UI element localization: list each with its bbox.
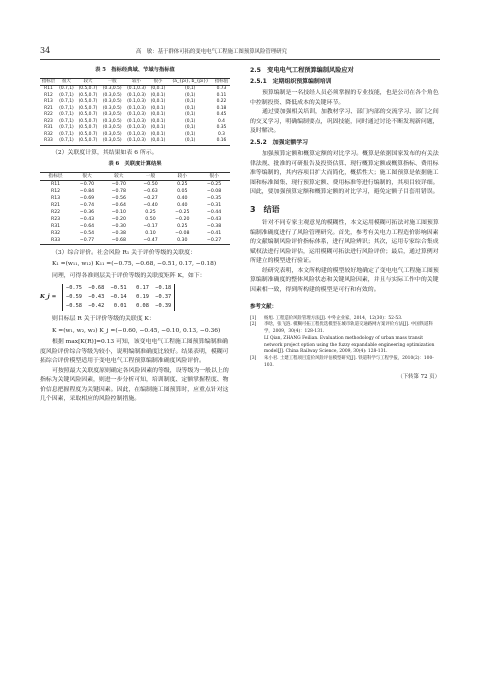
table-cell: −0.69 [79,195,95,201]
table-cell: (0.5,0.7) [78,118,98,124]
table-cell: (0.7,1) [59,105,74,111]
table-cell: (0,1) [184,86,196,91]
equation-k: K =(w₁, w₂, w₃) K_j =(−0.60, −0.45, −0.10, 0.13, −0.36) [52,327,221,334]
reference-number: [1] [250,315,257,321]
para-conclusion-1: 针对不同专家主观意见的模糊性，本文运用模糊可拓法对施工图预算编制准确度进行了风险管理研究。首先，参考有关电力工程造价影响因素的文献编制风险评价指标体系，进行风险辨识；其次，运用专家综合集成赋权法进行风险评估，运用模糊可拓法进行风险评价；最后，通过算例对所建立的模型进行验证。 [250,220,439,264]
table-row [40,237,230,245]
table-cell: 0.40 [177,195,188,201]
table-cell: −0.64 [111,202,126,208]
table-cell: R21 [50,202,61,208]
table-cell: R13 [50,195,61,201]
table-cell: (0.5,0.7) [78,138,98,143]
table-cell: −0.44 [206,209,222,215]
table6-caption: 表 6 关联度计算结果 [108,161,162,167]
table-header-cell: 较大 [114,173,124,179]
table-cell: −0.43 [206,216,222,222]
reference-number: [2] [250,322,257,328]
left-column [40,66,230,405]
reference-number: [3] [250,356,257,362]
table-cell: (0,0.1) [150,125,166,130]
table-cell: (0.3,0.5) [102,86,122,91]
table-cell: (0.5,0.7) [78,105,98,111]
table-cell: (0.3,0.5) [102,131,122,137]
table-cell: −0.25 [206,181,222,187]
running-title: 高 敏：基于群体可拓的变电电气工程施工图预算风险管理研究 [136,49,287,55]
table-cell: R11 [50,181,61,187]
table6 [40,172,230,245]
para-conclusion: 根据 max[K(R)]=0.13 可知，该变电电气工程施工图预算编制准确度风险评价综合等级为较小，说明编制准确度比较好。结果表明，模糊可拓综合评价模型适用于变电电气工程预算编制准确度风险评价。 [40,339,229,364]
table-cell: −0.38 [206,223,222,229]
table-cell: R12 [50,188,61,194]
table-cell: (0,0.1) [150,105,166,111]
table-header-cell: 很大 [62,78,71,84]
table-row [40,209,230,216]
para-relation: （2）关联度计算，其结果如表 6 所示。 [52,149,158,156]
table-header-cell: 指标层 [41,78,56,84]
table-row [40,216,230,223]
subsection-heading-2-5-2: 2.5.2 加强定额学习 [250,139,309,146]
table-cell: (0.3,0.5) [102,92,122,98]
table-cell: 0.73 [216,86,227,91]
table-cell: (0.1,0.3) [127,118,146,124]
table-cell: (0,1) [184,131,196,137]
table-cell: 0.25 [145,209,156,215]
table-cell: (0,1) [184,138,196,143]
table-cell: −0.63 [143,188,158,194]
table-cell: −0.74 [79,202,95,208]
table-header-cell: (a_{pi}, b_{pi}) [172,78,208,84]
table-cell: R12 [44,92,53,98]
table-cell: (0,0.1) [150,131,166,137]
table-cell: −0.84 [79,188,95,194]
section-heading-3: 3 结语 [250,204,280,214]
continued-note: （下转第 72 页） [397,373,440,380]
table-cell: (0.5,0.7) [78,131,98,137]
table-cell: (0.1,0.3) [127,92,146,98]
table5 [40,78,230,146]
table-cell: (0.3,0.5) [102,99,122,104]
matrix-row: −0.75 −0.68 −0.51 0.17 −0.18 [66,285,172,291]
table-cell: −0.54 [79,230,95,236]
table-cell: (0.1,0.3) [127,99,146,104]
reference-item [250,356,440,370]
table-cell: −0.70 [111,181,126,187]
table-cell: (0,1) [184,112,196,117]
table-header-cell: 较小 [177,173,187,179]
table-cell: (0.1,0.3) [127,131,146,137]
table-cell: 0.40 [177,202,188,208]
table-cell: 0.18 [216,105,227,111]
table-cell: 0.10 [145,230,156,236]
table-cell: R22 [44,112,53,117]
table-cell: (0,0.1) [150,112,166,117]
table-header-cell: 很大 [82,173,92,179]
header-rule [40,59,440,60]
table-cell: (0.5,0.7) [78,86,98,91]
para-comprehensive: （3）综合评价。社会风险 R₁ 关于评价等级的关联度： [52,249,196,256]
table-header-cell: 一般 [145,173,156,179]
reference-text: LI Qian, ZHANG Feilian. Evaluation methodology of urban mass transit network project option using the fuzzy expandable engineering optimization model[J]. China Railway Science, 2009, 30(4): 128-131. [264,335,435,355]
table-cell: (0.5,0.7) [78,99,98,104]
table-header-cell: 一般 [107,78,117,84]
table-cell: (0.5,0.7) [78,112,98,117]
references-heading: 参考文献： [250,304,277,310]
table-cell: −0.27 [206,237,222,243]
section-heading-2-5: 2.5 变电电气工程预算编制风险应对 [250,67,354,74]
table-cell: −0.35 [206,195,222,201]
table-cell: −0.50 [143,181,158,187]
reference-item [250,336,440,356]
table-cell: −0.38 [111,230,126,236]
table-row [40,230,230,237]
table-cell: (0.5,0.7) [78,92,98,98]
table-cell: (0,1) [184,99,196,104]
table-cell: −0.78 [111,188,126,194]
table-cell: 0.25 [177,223,188,229]
reference-number [250,336,264,356]
table-cell: 0.50 [145,216,156,222]
table-cell: R13 [44,99,53,104]
table-cell: −0.36 [79,209,95,215]
table-cell: −0.17 [143,223,158,229]
table-cell: (0,1) [184,105,196,111]
para-training: 预算编制是一名技经人员必须掌握的专业技能，也是公司在各个角色中控制投资、降低成本的关键环节。 [250,90,439,106]
table-cell: R31 [44,125,53,130]
table-header-cell: 较小 [132,78,141,84]
table-cell: R22 [50,209,61,215]
table-cell: −0.43 [79,216,95,222]
para-target-layer: 则目标层 R 关于评价等级的关联度 K： [52,316,155,322]
table-cell: (0.7,1) [59,125,74,130]
table-cell: −0.20 [111,216,126,222]
table-cell: (0.3,0.5) [102,105,122,111]
table-row [40,138,230,145]
table-cell: (0.1,0.3) [127,86,146,91]
table-cell: −0.27 [143,195,158,201]
table-cell: −0.20 [175,216,190,222]
table-cell: −0.25 [175,209,190,215]
table-cell: (0.3,0.5) [102,138,122,143]
table-cell: 0.4 [217,118,225,124]
table-cell: R23 [44,118,53,124]
page-number: 34 [40,46,51,55]
table-cell: (0.7,1) [59,131,74,137]
table-cell: −0.31 [206,202,222,208]
references-list [250,316,440,370]
matrix-body [62,284,175,311]
table-cell: (0.1,0.3) [127,112,146,117]
equation-k1: K₁ =(w₁₁, w₁₂) K₁₁ =(−0.75, −0.68, −0.51, 0.17, −0.18) [52,261,217,267]
matrix-label: K_j = [40,293,57,300]
table-cell: (0,0.1) [150,118,166,124]
matrix-row: −0.58 −0.42 0.01 0.08 −0.39 [66,303,172,309]
table-cell: −0.08 [175,230,190,236]
table-cell: (0.1,0.3) [127,105,146,111]
table-cell: R31 [50,223,61,229]
table-cell: 0.30 [177,237,188,243]
para-conclusion-2: 经研究表明，本文所构建的模型较好地确定了变电电气工程施工图预算编制准确度的整体风险状态和关键风险因素，并且与实际工作中的关键因素相一致，得到所构建的模型是可行和有效的。 [250,267,439,293]
table-cell: R11 [44,86,53,91]
table-cell: −0.64 [79,223,95,229]
table-cell: 0.35 [216,125,227,130]
table-cell: 0.16 [216,138,227,143]
table-row [40,188,230,195]
table-cell: 0.11 [216,92,227,98]
table-cell: R33 [50,237,61,243]
table-cell: (0,1) [184,118,196,124]
reference-text: 朱小君. 土建工程项目造价风险评估模型研究[J]. 铁道科学与工程学报，2010(2)：100-103. [264,356,434,369]
table-header-cell: 指标值 [214,78,229,84]
table-cell: (0.1,0.3) [127,138,146,143]
table-cell: (0.1,0.3) [127,125,146,130]
matrix-kj [40,284,230,311]
table-cell: R32 [44,131,53,137]
table-cell: (0,0.1) [150,99,166,104]
table-cell: −0.41 [206,230,222,236]
para-quota: 加强预算定额和概算定额的对比学习。概算是依据国家发布的有关法律法规、批准的可研报告及投资估算、现行概算定额或概算指标、费用标准等编制的，其内容项目扩大而简化，概括性大；施工图预算是依据施工图和标准图集、现行预算定额、费用标准等进行编制的，其项目较详细。因此，要加强预算定额和概算定额的对比学习，避免定额子目套用错误。 [250,151,439,195]
table-cell: 0.25 [177,181,188,187]
table-cell: (0,1) [184,92,196,98]
table-cell: (0,0.1) [150,138,166,143]
table-cell: (0.5,0.7) [78,125,98,130]
table-cell: −0.10 [111,209,126,215]
table-cell: 0.3 [217,131,225,137]
table-cell: (0.3,0.5) [102,112,122,117]
table-cell: −0.77 [79,237,95,243]
table-cell: (0.7,1) [59,92,74,98]
table-cell: R32 [50,230,61,236]
table-row [40,180,230,188]
table-cell: (0.7,1) [59,138,74,143]
table-row [40,202,230,209]
reference-text: 杨旭. 工程造价风险管理方法[J]. 中外企业家，2014，12(30)：52-53. [264,315,403,321]
table-cell: −0.40 [143,202,158,208]
table-cell: −0.30 [111,223,126,229]
table-row [40,86,230,93]
para-matrix-intro: 同理，可得各准则层关于评价等级的关联度矩阵 K，如下： [52,272,206,279]
subsection-heading-2-5-1: 2.5.1 定期组织预算编制培训 [250,78,332,85]
table-header-cell: 较大 [83,78,93,84]
table-cell: R33 [44,138,53,143]
table-cell: (0,0.1) [150,92,166,98]
table-header-cell: 很小 [209,173,219,179]
table-cell: (0.7,1) [59,86,74,91]
table-cell: R23 [50,216,61,222]
table-cell: (0.3,0.5) [102,118,122,124]
table-cell: (0,0.1) [150,86,166,91]
table-cell: R21 [44,105,53,111]
table-cell: (0.7,1) [59,112,74,117]
table-cell: (0.3,0.5) [102,125,122,130]
right-column [250,66,440,382]
matrix-row: −0.59 −0.43 −0.14 0.19 −0.37 [66,294,172,300]
table-cell: −0.68 [111,237,126,243]
para-key-factors: 可按照最大关联度原则确定各风险因素的等级，设等级为一般以上的指标为关键风险因素，则进一步分析可知，培训制度、定额掌握程度、物价信息把握程度为关键因素。因此，在编制施工图预算时，应重点针对这几个因素，采取相应的风险控制措施。 [40,367,229,402]
table-cell: −0.70 [79,181,95,187]
table5-caption: 表 5 指标经典域、节域与指标值 [95,67,175,73]
table-cell: −0.47 [143,237,158,243]
reference-text: 李晗，张飞涟. 模糊可拓工程优选模型在城市轨道交通路网方案评价方法[J]. 中国铁道科学，2009，30(4)：128-131. [264,322,433,335]
table-cell: −0.56 [111,195,126,201]
table-cell: 0.45 [216,112,227,117]
table-cell: (0,1) [184,125,196,130]
table-header-cell: 很小 [153,78,163,84]
reference-item [250,322,440,336]
table-cell: (0.7,1) [59,99,74,104]
table-cell: (0.7,1) [59,118,74,124]
table-header-cell: 指标层 [48,173,63,179]
table-row [40,223,230,230]
table-row [40,195,230,202]
para-training-2: 通过要加强相关培训，加教材学习、部门内部的交流学习、部门之间的交叉学习，明确编制要点，巩固技能，同时通过讨论不断发现新问题，及时解决。 [250,109,439,134]
table-cell: −0.08 [206,188,222,194]
table-cell: 0.22 [216,99,227,104]
table-cell: 0.05 [177,188,188,194]
